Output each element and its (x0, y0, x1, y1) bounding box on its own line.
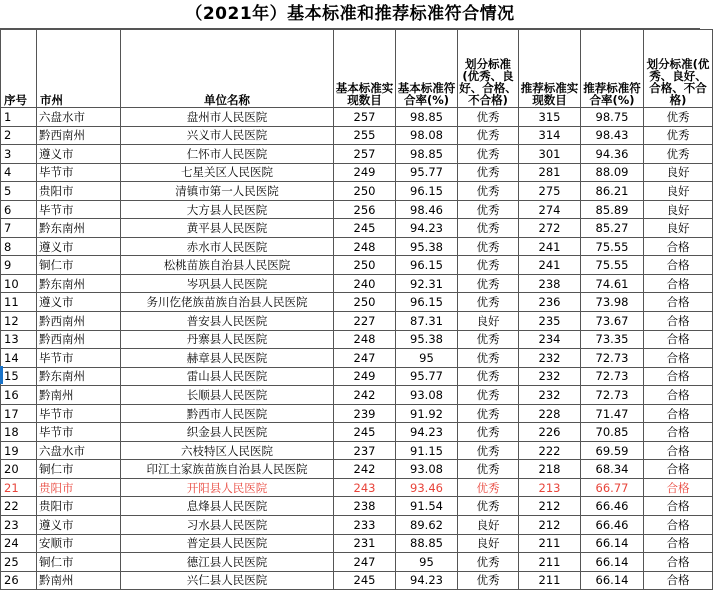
cell-rec-count[interactable]: 211 (519, 534, 581, 553)
cell-unit[interactable]: 兴义市人民医院 (121, 126, 334, 145)
cell-basic-count[interactable]: 245 (334, 571, 396, 590)
cell-seq[interactable]: 14 (1, 349, 37, 368)
cell-city[interactable]: 遵义市 (37, 516, 121, 535)
cell-basic-grade[interactable]: 良好 (458, 312, 519, 331)
cell-basic-rate[interactable]: 93.08 (396, 386, 458, 405)
cell-rec-rate[interactable]: 98.75 (581, 108, 644, 127)
cell-basic-rate[interactable]: 95.77 (396, 367, 458, 386)
cell-rec-grade[interactable]: 良好 (644, 163, 713, 182)
cell-seq[interactable]: 13 (1, 330, 37, 349)
cell-city[interactable]: 六盘水市 (37, 441, 121, 460)
table-row (1, 349, 713, 368)
cell-basic-rate[interactable]: 92.31 (396, 274, 458, 293)
header-city[interactable]: 市州 (37, 30, 121, 108)
cell-rec-rate[interactable]: 68.34 (581, 460, 644, 479)
cell-seq[interactable]: 23 (1, 516, 37, 535)
cell-seq[interactable]: 24 (1, 534, 37, 553)
header-unit[interactable]: 单位名称 (121, 30, 334, 108)
cell-seq[interactable]: 21 (1, 478, 37, 497)
cell-basic-grade[interactable]: 优秀 (458, 497, 519, 516)
cell-rec-rate[interactable]: 98.43 (581, 126, 644, 145)
cell-city[interactable]: 黔南州 (37, 571, 121, 590)
cell-basic-rate[interactable]: 87.31 (396, 312, 458, 331)
data-table (0, 29, 713, 590)
header-rec-grade[interactable]: 划分标准(优秀、良好、合格、不合格) (644, 30, 713, 108)
cell-rec-count[interactable]: 212 (519, 497, 581, 516)
cell-seq[interactable]: 16 (1, 386, 37, 405)
cell-unit[interactable]: 丹寨县人民医院 (121, 330, 334, 349)
cell-seq[interactable]: 5 (1, 182, 37, 201)
cell-rec-count[interactable]: 301 (519, 145, 581, 164)
cell-city[interactable]: 贵阳市 (37, 182, 121, 201)
cell-rec-grade[interactable]: 合格 (644, 330, 713, 349)
cell-basic-count[interactable]: 237 (334, 441, 396, 460)
cell-city[interactable]: 遵义市 (37, 145, 121, 164)
cell-unit[interactable]: 开阳县人民医院 (121, 478, 334, 497)
cell-city[interactable]: 毕节市 (37, 163, 121, 182)
cell-rec-count[interactable]: 281 (519, 163, 581, 182)
cell-rec-grade[interactable]: 合格 (644, 386, 713, 405)
table-row (1, 163, 713, 182)
cell-unit[interactable]: 普安县人民医院 (121, 312, 334, 331)
cell-unit[interactable]: 兴仁县人民医院 (121, 571, 334, 590)
cell-basic-count[interactable]: 243 (334, 478, 396, 497)
cell-unit[interactable]: 赫章县人民医院 (121, 349, 334, 368)
cell-basic-count[interactable]: 250 (334, 256, 396, 275)
cell-rec-count[interactable]: 241 (519, 237, 581, 256)
cell-basic-grade[interactable]: 优秀 (458, 330, 519, 349)
cell-unit[interactable]: 清镇市第一人民医院 (121, 182, 334, 201)
cell-seq[interactable]: 18 (1, 423, 37, 442)
cell-unit[interactable]: 盘州市人民医院 (121, 108, 334, 127)
cell-city[interactable]: 贵阳市 (37, 478, 121, 497)
cell-seq[interactable]: 20 (1, 460, 37, 479)
cell-seq[interactable]: 8 (1, 237, 37, 256)
cell-rec-rate[interactable]: 75.55 (581, 256, 644, 275)
cell-basic-count[interactable]: 249 (334, 367, 396, 386)
cell-city[interactable]: 遵义市 (37, 293, 121, 312)
cell-basic-count[interactable]: 248 (334, 237, 396, 256)
cell-unit[interactable]: 印江土家族苗族自治县人民医院 (121, 460, 334, 479)
cell-basic-grade[interactable]: 优秀 (458, 182, 519, 201)
cell-rec-grade[interactable]: 合格 (644, 312, 713, 331)
cell-rec-rate[interactable]: 70.85 (581, 423, 644, 442)
cell-city[interactable]: 黔西南州 (37, 312, 121, 331)
cell-rec-grade[interactable]: 合格 (644, 441, 713, 460)
cell-unit[interactable]: 黔西市人民医院 (121, 404, 334, 423)
cell-basic-count[interactable]: 227 (334, 312, 396, 331)
cell-rec-rate[interactable]: 72.73 (581, 367, 644, 386)
cell-rec-rate[interactable]: 85.89 (581, 200, 644, 219)
cell-rec-count[interactable]: 211 (519, 571, 581, 590)
cell-rec-grade[interactable]: 合格 (644, 497, 713, 516)
cell-seq[interactable]: 11 (1, 293, 37, 312)
cell-basic-grade[interactable]: 优秀 (458, 163, 519, 182)
cell-rec-count[interactable]: 213 (519, 478, 581, 497)
table-row (1, 330, 713, 349)
cell-basic-grade[interactable]: 优秀 (458, 145, 519, 164)
cell-rec-count[interactable]: 315 (519, 108, 581, 127)
cell-city[interactable]: 黔西南州 (37, 330, 121, 349)
cell-basic-rate[interactable]: 96.15 (396, 182, 458, 201)
header-basic-count[interactable]: 基本标准实现数目 (334, 30, 396, 108)
table-row (1, 256, 713, 275)
header-basic-rate[interactable]: 基本标准符合率(%) (396, 30, 458, 108)
table-row (1, 386, 713, 405)
cell-unit[interactable]: 织金县人民医院 (121, 423, 334, 442)
header-row (1, 30, 713, 108)
cell-seq[interactable]: 19 (1, 441, 37, 460)
cell-basic-rate[interactable]: 94.23 (396, 571, 458, 590)
row-selection-marker (0, 366, 3, 384)
cell-seq[interactable]: 12 (1, 312, 37, 331)
cell-basic-count[interactable]: 250 (334, 293, 396, 312)
cell-basic-rate[interactable]: 94.23 (396, 219, 458, 238)
cell-basic-count[interactable]: 231 (334, 534, 396, 553)
cell-unit[interactable]: 黄平县人民医院 (121, 219, 334, 238)
cell-basic-rate[interactable]: 98.85 (396, 108, 458, 127)
cell-rec-grade[interactable]: 合格 (644, 293, 713, 312)
cell-basic-count[interactable]: 247 (334, 349, 396, 368)
cell-seq[interactable]: 2 (1, 126, 37, 145)
cell-city[interactable]: 遵义市 (37, 237, 121, 256)
cell-basic-rate[interactable]: 91.15 (396, 441, 458, 460)
cell-rec-count[interactable]: 272 (519, 219, 581, 238)
cell-basic-rate[interactable]: 91.92 (396, 404, 458, 423)
cell-rec-count[interactable]: 238 (519, 274, 581, 293)
cell-seq[interactable]: 6 (1, 200, 37, 219)
cell-rec-count[interactable]: 222 (519, 441, 581, 460)
table-row (1, 200, 713, 219)
cell-basic-count[interactable]: 240 (334, 274, 396, 293)
cell-basic-count[interactable]: 239 (334, 404, 396, 423)
cell-seq[interactable]: 26 (1, 571, 37, 590)
cell-rec-count[interactable]: 275 (519, 182, 581, 201)
cell-basic-grade[interactable]: 优秀 (458, 274, 519, 293)
cell-city[interactable]: 黔东南州 (37, 274, 121, 293)
cell-basic-rate[interactable]: 95.38 (396, 330, 458, 349)
cell-rec-grade[interactable]: 合格 (644, 423, 713, 442)
table-row (1, 219, 713, 238)
cell-basic-count[interactable]: 255 (334, 126, 396, 145)
table-row (1, 460, 713, 479)
cell-seq[interactable]: 9 (1, 256, 37, 275)
table-row (1, 108, 713, 127)
cell-rec-count[interactable]: 226 (519, 423, 581, 442)
cell-rec-rate[interactable]: 72.73 (581, 386, 644, 405)
cell-seq[interactable]: 15 (1, 367, 37, 386)
cell-rec-grade[interactable]: 合格 (644, 404, 713, 423)
table-row (1, 553, 713, 572)
cell-seq[interactable]: 4 (1, 163, 37, 182)
table-row (1, 182, 713, 201)
cell-rec-rate[interactable]: 75.55 (581, 237, 644, 256)
cell-city[interactable]: 铜仁市 (37, 553, 121, 572)
cell-city[interactable]: 黔东南州 (37, 367, 121, 386)
cell-basic-count[interactable]: 238 (334, 497, 396, 516)
table-row (1, 237, 713, 256)
cell-rec-rate[interactable]: 69.59 (581, 441, 644, 460)
header-rec-rate[interactable]: 推荐标准符合率(%) (581, 30, 644, 108)
table-row (1, 497, 713, 516)
cell-rec-rate[interactable]: 94.36 (581, 145, 644, 164)
cell-basic-grade[interactable]: 优秀 (458, 200, 519, 219)
table-row (1, 367, 713, 386)
cell-rec-grade[interactable]: 合格 (644, 534, 713, 553)
cell-city[interactable]: 安顺市 (37, 534, 121, 553)
cell-basic-rate[interactable]: 95 (396, 349, 458, 368)
cell-basic-grade[interactable]: 优秀 (458, 126, 519, 145)
cell-city[interactable]: 黔南州 (37, 386, 121, 405)
cell-rec-count[interactable]: 211 (519, 553, 581, 572)
cell-basic-grade[interactable]: 良好 (458, 534, 519, 553)
cell-rec-rate[interactable]: 66.14 (581, 571, 644, 590)
cell-city[interactable]: 铜仁市 (37, 460, 121, 479)
cell-city[interactable]: 毕节市 (37, 200, 121, 219)
header-seq[interactable]: 序号 (1, 30, 37, 108)
cell-unit[interactable]: 普定县人民医院 (121, 534, 334, 553)
cell-rec-count[interactable]: 232 (519, 386, 581, 405)
cell-rec-rate[interactable]: 71.47 (581, 404, 644, 423)
cell-basic-rate[interactable]: 93.46 (396, 478, 458, 497)
header-basic-grade[interactable]: 划分标准(优秀、良好、合格、不合格) (458, 30, 519, 108)
cell-basic-rate[interactable]: 98.85 (396, 145, 458, 164)
cell-rec-rate[interactable]: 73.35 (581, 330, 644, 349)
cell-city[interactable]: 黔西南州 (37, 126, 121, 145)
cell-rec-grade[interactable]: 合格 (644, 256, 713, 275)
cell-basic-count[interactable]: 242 (334, 386, 396, 405)
cell-rec-rate[interactable]: 66.14 (581, 534, 644, 553)
cell-rec-grade[interactable]: 合格 (644, 349, 713, 368)
cell-basic-rate[interactable]: 89.62 (396, 516, 458, 535)
cell-basic-count[interactable]: 250 (334, 182, 396, 201)
cell-seq[interactable]: 10 (1, 274, 37, 293)
cell-basic-rate[interactable]: 95.38 (396, 237, 458, 256)
cell-rec-grade[interactable]: 合格 (644, 516, 713, 535)
table-row (1, 274, 713, 293)
cell-unit[interactable]: 习水县人民医院 (121, 516, 334, 535)
cell-basic-rate[interactable]: 94.23 (396, 423, 458, 442)
table-row (1, 404, 713, 423)
cell-city[interactable]: 毕节市 (37, 349, 121, 368)
cell-seq[interactable]: 22 (1, 497, 37, 516)
cell-basic-grade[interactable]: 优秀 (458, 293, 519, 312)
cell-rec-grade[interactable]: 优秀 (644, 126, 713, 145)
cell-unit[interactable]: 六枝特区人民医院 (121, 441, 334, 460)
cell-rec-grade[interactable]: 合格 (644, 553, 713, 572)
cell-city[interactable]: 黔东南州 (37, 219, 121, 238)
cell-basic-grade[interactable]: 优秀 (458, 553, 519, 572)
cell-basic-count[interactable]: 245 (334, 423, 396, 442)
table-row (1, 534, 713, 553)
cell-rec-count[interactable]: 232 (519, 349, 581, 368)
table-row (1, 516, 713, 535)
cell-basic-grade[interactable]: 优秀 (458, 108, 519, 127)
cell-unit[interactable]: 赤水市人民医院 (121, 237, 334, 256)
table-row (1, 145, 713, 164)
cell-city[interactable]: 六盘水市 (37, 108, 121, 127)
cell-rec-count[interactable]: 236 (519, 293, 581, 312)
cell-rec-grade[interactable]: 良好 (644, 200, 713, 219)
cell-basic-grade[interactable]: 优秀 (458, 237, 519, 256)
cell-unit[interactable]: 雷山县人民医院 (121, 367, 334, 386)
cell-seq[interactable]: 1 (1, 108, 37, 127)
cell-basic-grade[interactable]: 优秀 (458, 423, 519, 442)
cell-rec-rate[interactable]: 88.09 (581, 163, 644, 182)
cell-city[interactable]: 贵阳市 (37, 497, 121, 516)
cell-basic-count[interactable]: 233 (334, 516, 396, 535)
cell-rec-count[interactable]: 218 (519, 460, 581, 479)
cell-unit[interactable]: 德江县人民医院 (121, 553, 334, 572)
cell-seq[interactable]: 7 (1, 219, 37, 238)
cell-unit[interactable]: 长顺县人民医院 (121, 386, 334, 405)
cell-unit[interactable]: 仁怀市人民医院 (121, 145, 334, 164)
cell-rec-rate[interactable]: 86.21 (581, 182, 644, 201)
header-rec-count[interactable]: 推荐标准实现数目 (519, 30, 581, 108)
cell-basic-grade[interactable]: 优秀 (458, 219, 519, 238)
cell-basic-grade[interactable]: 优秀 (458, 571, 519, 590)
cell-rec-rate[interactable]: 85.27 (581, 219, 644, 238)
cell-rec-rate[interactable]: 66.46 (581, 516, 644, 535)
cell-rec-grade[interactable]: 合格 (644, 367, 713, 386)
cell-basic-grade[interactable]: 良好 (458, 516, 519, 535)
cell-basic-rate[interactable]: 95 (396, 553, 458, 572)
cell-basic-rate[interactable]: 98.46 (396, 200, 458, 219)
cell-seq[interactable]: 17 (1, 404, 37, 423)
cell-basic-count[interactable]: 248 (334, 330, 396, 349)
cell-basic-grade[interactable]: 优秀 (458, 478, 519, 497)
cell-rec-count[interactable]: 228 (519, 404, 581, 423)
cell-basic-grade[interactable]: 优秀 (458, 386, 519, 405)
cell-basic-count[interactable]: 257 (334, 145, 396, 164)
table-row (1, 478, 713, 497)
cell-basic-count[interactable]: 257 (334, 108, 396, 127)
cell-basic-grade[interactable]: 优秀 (458, 256, 519, 275)
cell-basic-rate[interactable]: 96.15 (396, 256, 458, 275)
cell-basic-grade[interactable]: 优秀 (458, 460, 519, 479)
cell-rec-count[interactable]: 274 (519, 200, 581, 219)
cell-rec-rate[interactable]: 73.67 (581, 312, 644, 331)
cell-city[interactable]: 铜仁市 (37, 256, 121, 275)
cell-rec-grade[interactable]: 良好 (644, 219, 713, 238)
cell-rec-grade[interactable]: 优秀 (644, 145, 713, 164)
cell-rec-rate[interactable]: 72.73 (581, 349, 644, 368)
cell-basic-count[interactable]: 245 (334, 219, 396, 238)
cell-basic-count[interactable]: 247 (334, 553, 396, 572)
cell-basic-grade[interactable]: 优秀 (458, 441, 519, 460)
cell-rec-count[interactable]: 232 (519, 367, 581, 386)
cell-rec-rate[interactable]: 74.61 (581, 274, 644, 293)
cell-rec-count[interactable]: 234 (519, 330, 581, 349)
cell-rec-grade[interactable]: 良好 (644, 182, 713, 201)
cell-rec-count[interactable]: 212 (519, 516, 581, 535)
table-row (1, 571, 713, 590)
cell-basic-rate[interactable]: 98.08 (396, 126, 458, 145)
cell-rec-count[interactable]: 314 (519, 126, 581, 145)
table-row (1, 312, 713, 331)
cell-basic-count[interactable]: 242 (334, 460, 396, 479)
cell-unit[interactable]: 七星关区人民医院 (121, 163, 334, 182)
cell-unit[interactable]: 岑巩县人民医院 (121, 274, 334, 293)
cell-unit[interactable]: 息烽县人民医院 (121, 497, 334, 516)
cell-rec-rate[interactable]: 66.77 (581, 478, 644, 497)
table-row (1, 441, 713, 460)
cell-unit[interactable]: 大方县人民医院 (121, 200, 334, 219)
cell-basic-count[interactable]: 249 (334, 163, 396, 182)
table-row (1, 126, 713, 145)
cell-rec-grade[interactable]: 合格 (644, 478, 713, 497)
cell-basic-grade[interactable]: 优秀 (458, 404, 519, 423)
cell-city[interactable]: 毕节市 (37, 404, 121, 423)
cell-basic-rate[interactable]: 95.77 (396, 163, 458, 182)
cell-basic-grade[interactable]: 优秀 (458, 349, 519, 368)
cell-rec-rate[interactable]: 66.14 (581, 553, 644, 572)
table-row (1, 293, 713, 312)
cell-basic-rate[interactable]: 88.85 (396, 534, 458, 553)
cell-unit[interactable]: 松桃苗族自治县人民医院 (121, 256, 334, 275)
cell-basic-rate[interactable]: 96.15 (396, 293, 458, 312)
cell-rec-count[interactable]: 241 (519, 256, 581, 275)
cell-rec-grade[interactable]: 合格 (644, 274, 713, 293)
cell-rec-count[interactable]: 235 (519, 312, 581, 331)
table-row (1, 423, 713, 442)
cell-rec-grade[interactable]: 合格 (644, 460, 713, 479)
cell-rec-grade[interactable]: 优秀 (644, 108, 713, 127)
cell-city[interactable]: 毕节市 (37, 423, 121, 442)
cell-unit[interactable]: 务川仡佬族苗族自治县人民医院 (121, 293, 334, 312)
table-body (1, 108, 713, 590)
cell-seq[interactable]: 3 (1, 145, 37, 164)
sheet-title: （2021年）基本标准和推荐标准符合情况 (0, 0, 700, 29)
cell-rec-grade[interactable]: 合格 (644, 571, 713, 590)
cell-basic-rate[interactable]: 91.54 (396, 497, 458, 516)
cell-rec-rate[interactable]: 73.98 (581, 293, 644, 312)
cell-basic-count[interactable]: 256 (334, 200, 396, 219)
cell-rec-rate[interactable]: 66.46 (581, 497, 644, 516)
cell-basic-rate[interactable]: 93.08 (396, 460, 458, 479)
cell-basic-grade[interactable]: 优秀 (458, 367, 519, 386)
cell-seq[interactable]: 25 (1, 553, 37, 572)
cell-rec-grade[interactable]: 合格 (644, 237, 713, 256)
